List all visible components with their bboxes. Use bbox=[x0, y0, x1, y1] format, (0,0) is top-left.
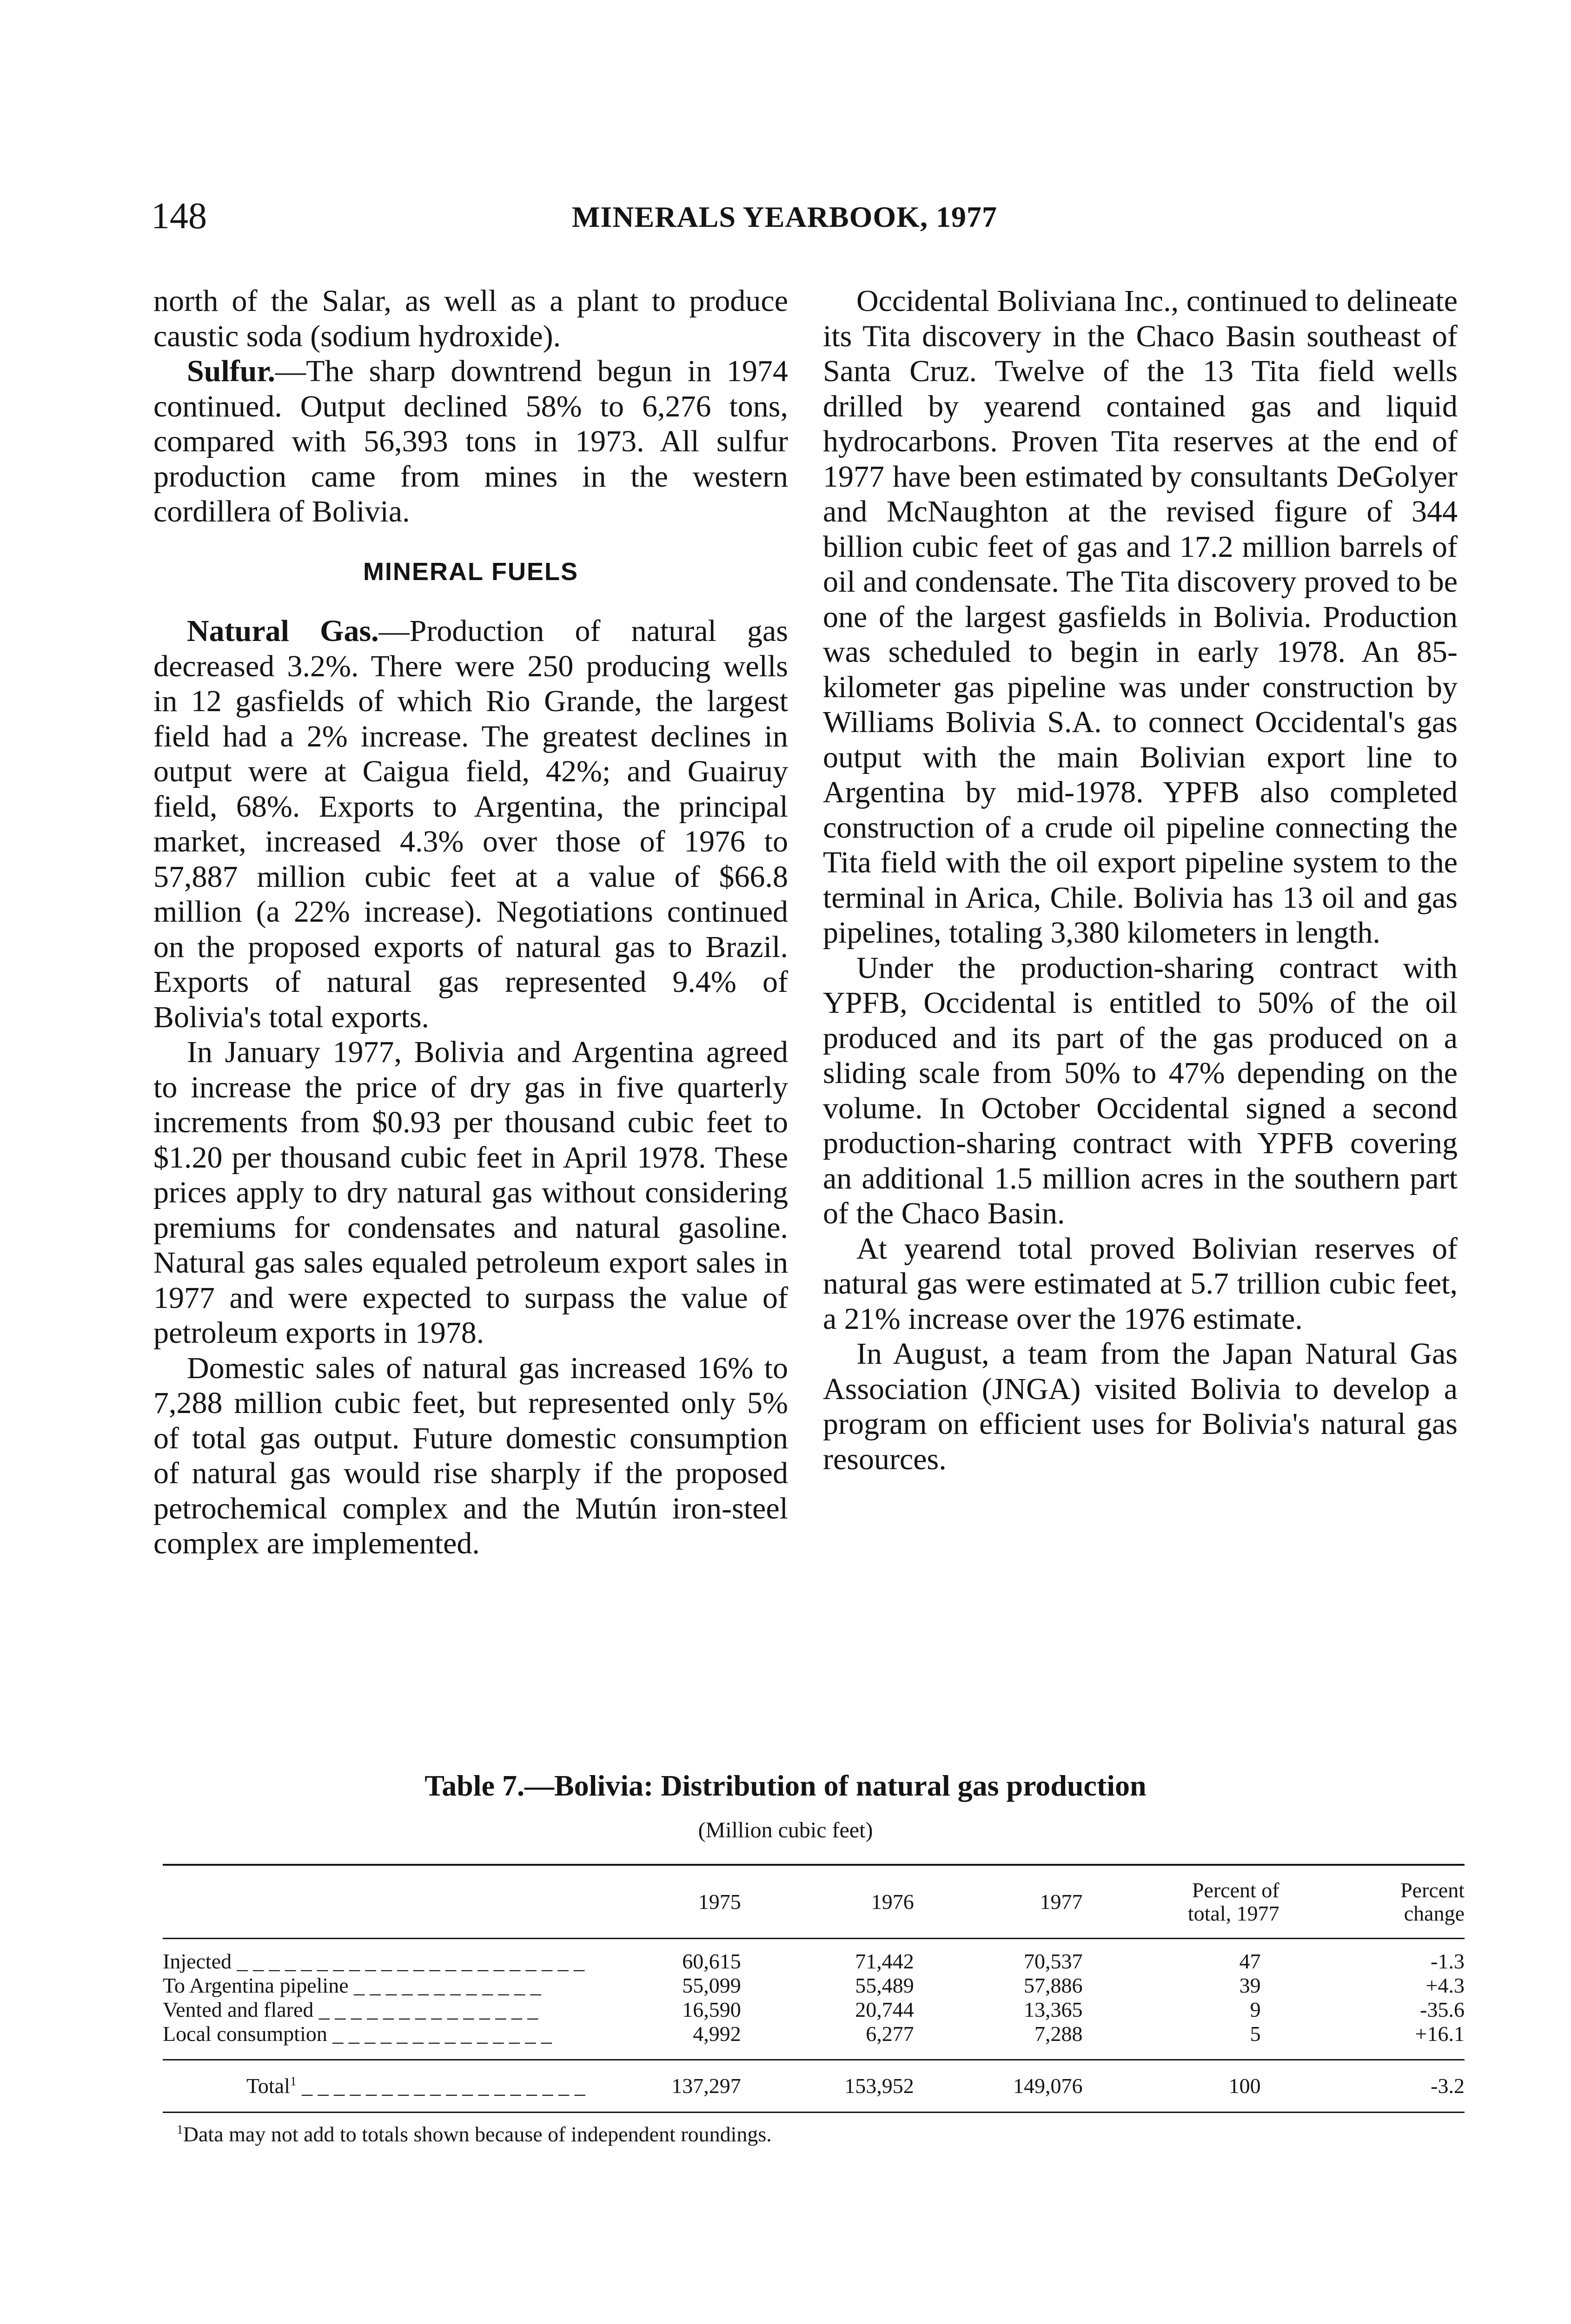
page-number: 148 bbox=[151, 196, 207, 237]
table-total-row bbox=[163, 2060, 1465, 2113]
table-title: Table 7.—Bolivia: Distribution of natural gas production bbox=[424, 1769, 1147, 1802]
cell: 5 bbox=[1250, 2022, 1261, 2046]
cell: 57,886 bbox=[1024, 1974, 1083, 1997]
paragraph-text: —Production of natural gas decreased 3.2%. There were 250 producing wells in 12 gasfields of which Rio Grande, the largest field had a 2% increase. The greatest declines in output were at Caigua field, 42%; and Guairuy field, 68%. Exports to Argentina, the principal market, increased 4.3% over those of 1976 to 57,887 million cubic feet at a value of $66.8 million (a 22% increase). Negotiations continued on the proposed exports of natural gas to Brazil. Exports of natural gas represented 9.4% of Bolivia's total exports. bbox=[153, 614, 789, 1034]
cell: 6,277 bbox=[866, 2022, 914, 2046]
paragraph: In January 1977, Bolivia and Argentina agreed to increase the price of dry gas in five quarterly increments from $0.93 per thousand cubic feet to $1.20 per thousand cubic feet in April 1978. These prices apply to dry natural gas without considering premiums for condensates and natural gasoline. Natural gas sales equaled petroleum export sales in 1977 and were expected to surpass the value of petroleum exports in 1978. bbox=[153, 1035, 788, 1350]
paragraph: At yearend total proved Bolivian reserves of natural gas were estimated at 5.7 trillion cubic feet, a 21% increase over the 1976 estimate. bbox=[823, 1231, 1458, 1336]
paragraph-sulfur bbox=[153, 354, 788, 529]
cell: 4,992 bbox=[693, 2022, 741, 2046]
row-label: Vented and flared _ _ _ _ _ _ _ _ _ _ _ _ _ _ bbox=[163, 1998, 538, 2021]
row-label-total: Total$^1$ _ _ _ _ _ _ _ _ _ _ _ _ _ _ _ _ _ _ bbox=[163, 2060, 585, 2113]
cell: +16.1 bbox=[1415, 2022, 1465, 2046]
data-table bbox=[163, 1864, 1465, 2113]
paragraph: north of the Salar, as well as a plant to produce caustic soda (sodium hydroxide). bbox=[153, 284, 788, 353]
table-row bbox=[163, 1974, 1465, 1998]
paragraph: In August, a team from the Japan Natural Gas Association (JNGA) visited Bolivia to develop a program on efficient uses for Bolivia's natural gas resources. bbox=[823, 1337, 1458, 1476]
header-cell: 1975 bbox=[585, 1865, 741, 1939]
header-cell: 1977 bbox=[914, 1865, 1083, 1939]
header-cell-blank bbox=[163, 1865, 585, 1939]
cell: 55,489 bbox=[855, 1974, 914, 1997]
cell: 153,952 bbox=[741, 2060, 914, 2113]
table-row bbox=[163, 1998, 1465, 2022]
table-footnote: $^1$Data may not add to totals shown because of independent roundings. bbox=[177, 2122, 772, 2146]
header-cell: 1976 bbox=[741, 1865, 914, 1939]
cell: 149,076 bbox=[914, 2060, 1083, 2113]
run-in-heading: Sulfur. bbox=[187, 354, 276, 388]
cell: 9 bbox=[1250, 1998, 1261, 2021]
cell: +4.3 bbox=[1425, 1974, 1465, 1997]
cell: 71,442 bbox=[855, 1949, 914, 1973]
footnote-marker: 1 bbox=[177, 2122, 183, 2137]
header-cell: Percent of total, 1977 bbox=[1083, 1865, 1279, 1939]
paragraph-text: —The sharp downtrend begun in 1974 continued. Output declined 58% to 6,276 tons, compared with 56,393 tons in 1973. All sulfur production came from mines in the western cordillera of Bolivia. bbox=[153, 354, 788, 528]
left-column bbox=[153, 284, 788, 1561]
paragraph-natural-gas bbox=[153, 614, 788, 1035]
paragraph: Occidental Boliviana Inc., continued to delineate its Tita discovery in the Chaco Basin southeast of Santa Cruz. Twelve of the 13 Tita field wells drilled by yearend contained gas and liquid hydrocarbons. Proven Tita reserves at the end of 1977 have been estimated by consultants DeGolyer and McNaughton at the revised figure of 344 billion cubic feet of gas and 17.2 million barrels of oil and condensate. The Tita discovery proved to be one of the largest gasfields in Bolivia. Production was scheduled to begin in early 1978. An 85-kilometer gas pipeline was under construction by Williams Bolivia S.A. to connect Occidental's gas output with the main Bolivian export line to Argentina by mid-1978. YPFB also completed construction of a crude oil pipeline connecting the Tita field with the oil export pipeline system to the terminal in Arica, Chile. Bolivia has 13 oil and gas pipelines, totaling 3,380 kilometers in length. bbox=[823, 284, 1458, 950]
cell: 70,537 bbox=[1024, 1949, 1083, 1973]
row-label: To Argentina pipeline _ _ _ _ _ _ _ _ _ _ _ _ bbox=[163, 1974, 541, 1997]
header-cell: Percent change bbox=[1279, 1865, 1465, 1939]
cell: 100 bbox=[1083, 2060, 1279, 2113]
table-row bbox=[163, 1939, 1465, 1974]
run-in-heading: Natural Gas. bbox=[187, 614, 379, 648]
table-subtitle: (Million cubic feet) bbox=[698, 1818, 873, 1842]
cell: 39 bbox=[1239, 1974, 1261, 1997]
cell: 60,615 bbox=[682, 1949, 741, 1973]
cell: 13,365 bbox=[1024, 1998, 1083, 2021]
cell: -35.6 bbox=[1420, 1998, 1465, 2021]
cell: 47 bbox=[1239, 1949, 1261, 1973]
footnote-marker: 1 bbox=[290, 2073, 297, 2088]
cell: 20,744 bbox=[855, 1998, 914, 2021]
paragraph: Under the production-sharing contract with YPFB, Occidental is entitled to 50% of the oil produced and its part of the gas produced on a sliding scale from 50% to 47% depending on the volume. In October Occidental signed a second production-sharing contract with YPFB covering an additional 1.5 million acres in the southern part of the Chaco Basin. bbox=[823, 951, 1458, 1230]
cell: 55,099 bbox=[682, 1974, 741, 1997]
table-row bbox=[163, 2022, 1465, 2060]
row-label: Injected _ _ _ _ _ _ _ _ _ _ _ _ _ _ _ _ _ _ _ _ _ _ bbox=[163, 1949, 585, 1973]
paragraph: Domestic sales of natural gas increased 16% to 7,288 million cubic feet, but represented only 5% of total gas output. Future domestic consumption of natural gas would rise sharply if the proposed petrochemical complex and the Mutún iron-steel complex are implemented. bbox=[153, 1351, 788, 1560]
cell: 137,297 bbox=[585, 2060, 741, 2113]
section-heading: MINERAL FUELS bbox=[363, 557, 578, 586]
cell: -1.3 bbox=[1431, 1949, 1465, 1973]
right-column bbox=[823, 284, 1458, 1477]
running-head: MINERALS YEARBOOK, 1977 bbox=[572, 200, 997, 233]
table-header-row bbox=[163, 1865, 1465, 1939]
row-label: Local consumption _ _ _ _ _ _ _ _ _ _ _ _ _ _ bbox=[163, 2022, 552, 2046]
cell: 7,288 bbox=[1034, 2022, 1083, 2046]
cell: 16,590 bbox=[682, 1998, 741, 2021]
cell: -3.2 bbox=[1279, 2060, 1465, 2113]
